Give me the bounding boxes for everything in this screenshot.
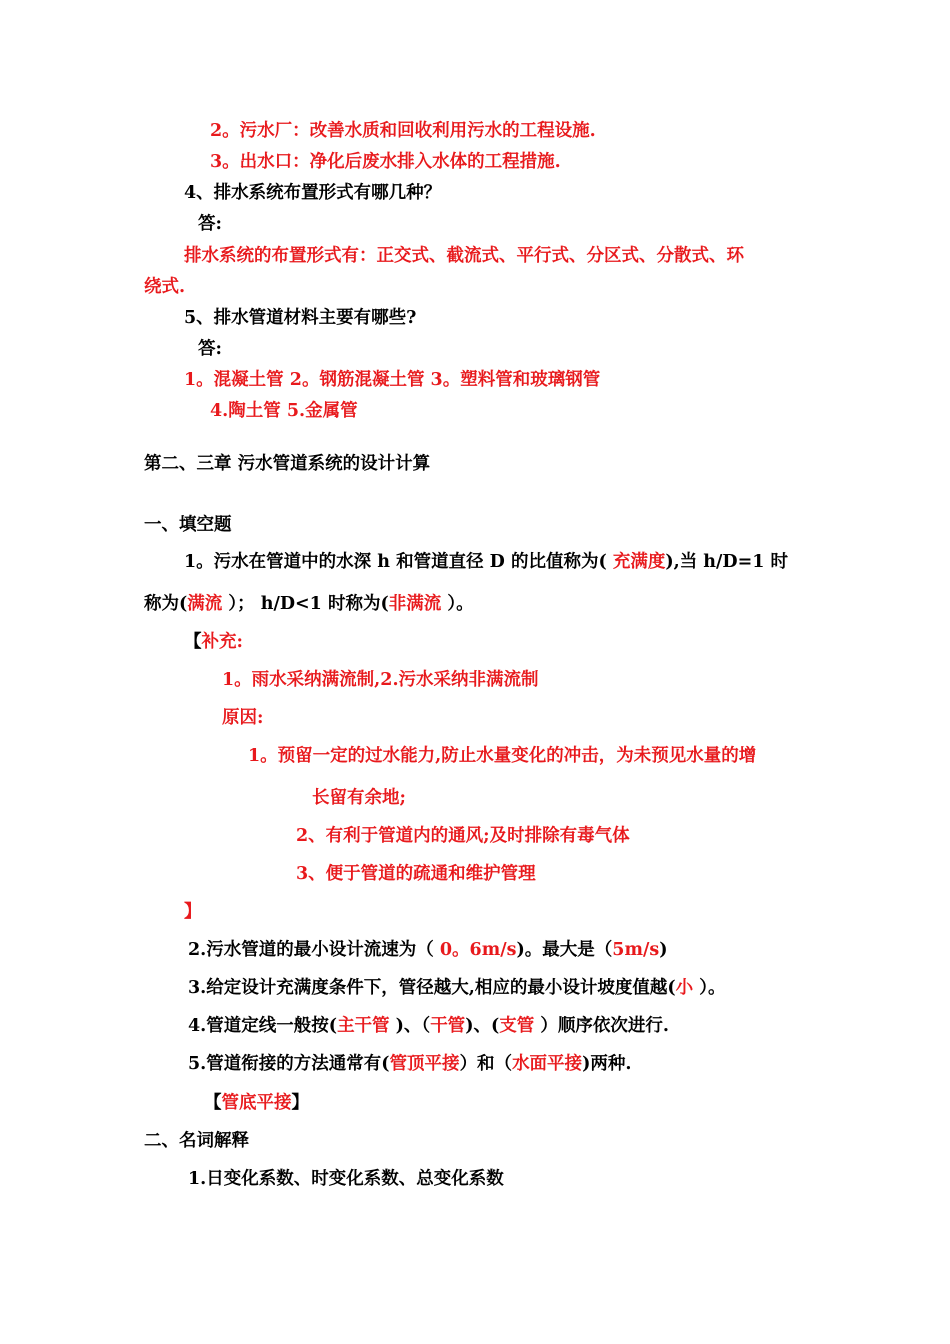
answer-invert-match: 管底平接 <box>221 1093 292 1113</box>
fill-1-line1: 1。污水在管道中的水深 h 和管道直径 D 的比值称为( 充满度),当 h/D=1 时 <box>184 552 789 572</box>
answer-branch: 支管 <box>499 1016 535 1036</box>
answer-full-flow: 满流 <box>187 594 223 614</box>
supplement-line1: 1。雨水采纳满流制,2.污水采纳非满流制 <box>222 670 539 690</box>
line-sewage-plant: 2。污水厂：改善水质和回收利用污水的工程设施. <box>210 121 596 141</box>
answer-partial-flow: 非满流 <box>388 594 442 614</box>
answer-label-4: 答: <box>198 214 222 234</box>
supplement-heading: 【补充: <box>184 632 243 652</box>
line-outfall: 3。出水口：净化后废水排入水体的工程措施. <box>210 152 561 172</box>
answer-4-line1: 排水系统的布置形式有：正交式、截流式、平行式、分区式、分散式、环 <box>184 246 744 266</box>
section-fill-blank: 一、填空题 <box>144 515 232 535</box>
answer-crown-match: 管顶平接 <box>389 1054 460 1074</box>
fill-5: 5.管道衔接的方法通常有(管顶平接）和（水面平接)两种. <box>188 1054 632 1074</box>
fill-3: 3.给定设计充满度条件下，管径越大,相应的最小设计坡度值越(小 ）。 <box>188 978 726 998</box>
answer-water-surface-match: 水面平接 <box>512 1054 583 1074</box>
reason-3: 3、便于管道的疏通和维护管理 <box>296 864 536 884</box>
answer-max-velocity: 5m/s <box>612 940 660 960</box>
supplement-close-bracket: 】 <box>184 902 202 922</box>
question-4: 4、排水系统布置形式有哪几种？ <box>184 183 442 203</box>
reason-2: 2、有利于管道内的通风;及时排除有毒气体 <box>296 826 630 846</box>
reason-1-line2: 长留有余地; <box>312 788 406 808</box>
answer-5-line1: 1。混凝土管 2。钢筋混凝土管 3。塑料管和玻璃钢管 <box>184 370 601 390</box>
fill-5-extra: 【管底平接】 <box>204 1093 309 1113</box>
question-5: 5、排水管道材料主要有哪些? <box>184 308 417 328</box>
answer-min-velocity: 0。6m/s <box>439 940 517 960</box>
answer-label-5: 答: <box>198 339 222 359</box>
answer-trunk: 干管 <box>430 1016 466 1036</box>
fill-1-line2: 称为(满流 ）； h/D<1 时称为(非满流 ）。 <box>144 594 474 614</box>
answer-fullness: 充满度 <box>606 552 666 572</box>
answer-5-line2: 4.陶土管 5.金属管 <box>210 401 358 421</box>
fill-4: 4.管道定线一般按(主干管 )、（干管)、(支管 ）顺序依次进行. <box>188 1016 669 1036</box>
section-terms: 二、名词解释 <box>144 1131 249 1151</box>
chapter-title: 第二、三章 污水管道系统的设计计算 <box>144 454 431 474</box>
answer-trunk-main: 主干管 <box>337 1016 390 1036</box>
supplement-reason-label: 原因: <box>222 708 264 728</box>
answer-smaller: 小 <box>675 978 694 998</box>
answer-4-line2: 绕式. <box>144 277 186 297</box>
term-1: 1.日变化系数、时变化系数、总变化系数 <box>188 1169 504 1189</box>
reason-1-line1: 1。预留一定的过水能力,防止水量变化的冲击，为未预见水量的增 <box>248 746 757 766</box>
fill-2: 2.污水管道的最小设计流速为（ 0。6m/s)。最大是（5m/s) <box>188 940 668 960</box>
